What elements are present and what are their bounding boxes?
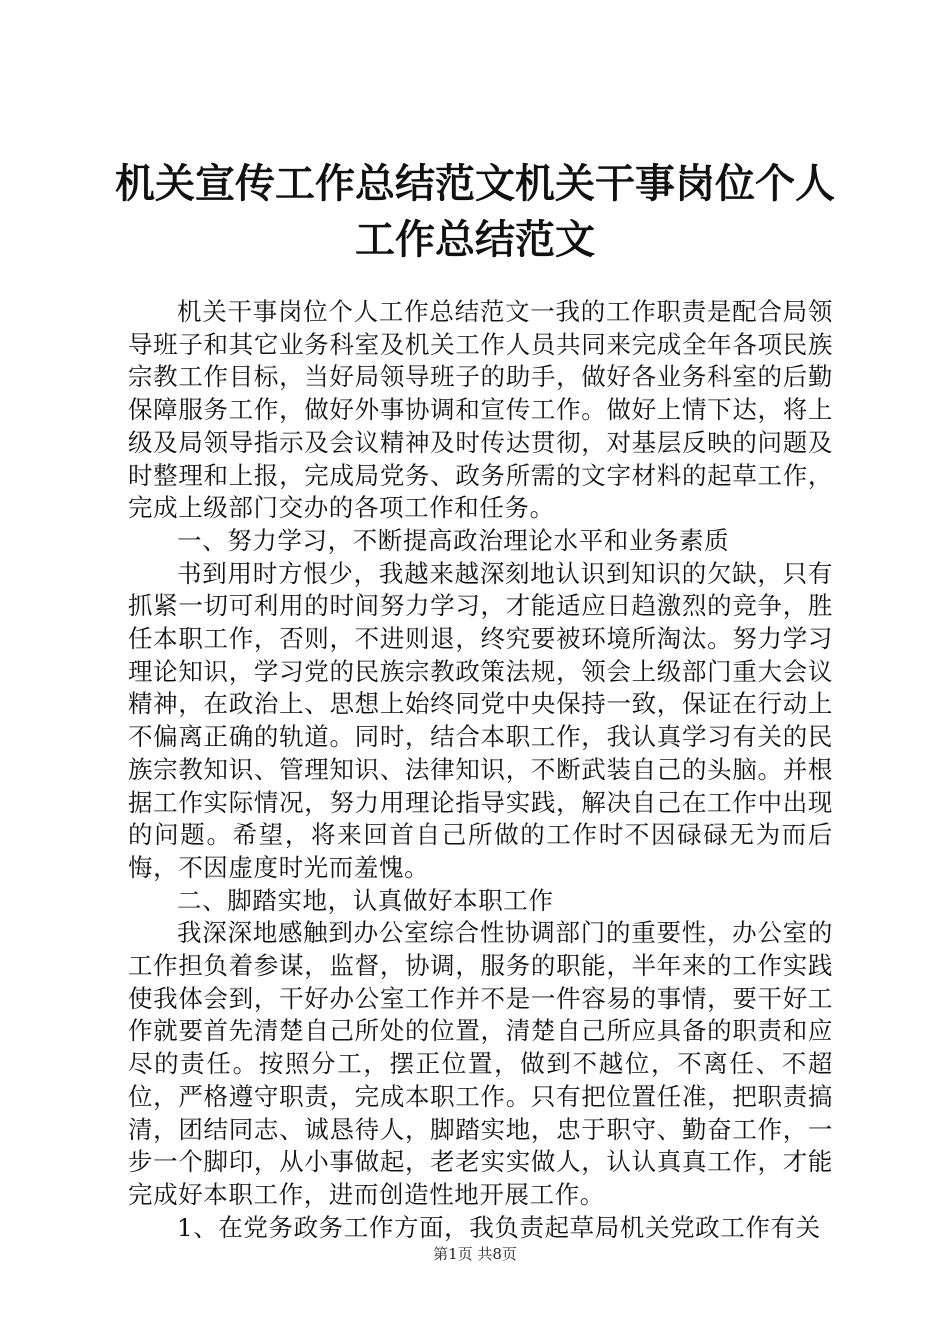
body-paragraph: 我深深地感触到办公室综合性协调部门的重要性，办公室的工作担负着参谋，监督，协调，服务的职能，半年来的工作实践使我体会到，干好办公室工作并不是一件容易的事情，要干好工作就要首先清楚自己所处的位置，清楚自己所应具备的职责和应尽的责任。按照分工，摆正位置，做到不越位，不离任、不超位，严格遵守职责，完成本职工作。只有把位置任准，把职责搞清，团结同志、诚恳待人，脚踏实地，忠于职守、勤奋工作，一步一个脚印，从小事做起，老老实实做人，认认真真工作，才能完成好本职工作，进而创造性地开展工作。 (128, 918, 833, 1209)
section-heading: 一、努力学习，不断提高政治理论水平和业务素质 (177, 525, 730, 555)
section-heading: 二、脚踏实地，认真做好本职工作 (177, 885, 554, 915)
page-footer: 第1页 共8页 (433, 1245, 517, 1263)
document-title: 机关宣传工作总结范文机关干事岗位个人工作总结范文 (115, 161, 835, 263)
document-body (128, 296, 833, 1244)
body-paragraph: 书到用时方恨少，我越来越深刻地认识到知识的欠缺，只有抓紧一切可利用的时间努力学习，才能适应日趋激烈的竞争，胜任本职工作，否则，不进则退，终究要被环境所淘汰。努力学习理论知识，学习党的民族宗教政策法规，领会上级部门重大会议精神，在政治上、思想上始终同党中央保持一致，保证在行动上不偏离正确的轨道。同时，结合本职工作，我认真学习有关的民族宗教知识、管理知识、法律知识，不断武装自己的头脑。并根据工作实际情况，努力用理论指导实践，解决自己在工作中出现的问题。希望，将来回首自己所做的工作时不因碌碌无为而后悔，不因虚度时光而羞愧。 (128, 558, 833, 882)
body-paragraph: 机关干事岗位个人工作总结范文一我的工作职责是配合局领导班子和其它业务科室及机关工作人员共同来完成全年各项民族宗教工作目标，当好局领导班子的助手，做好各业务科室的后勤保障服务工作，做好外事协调和宣传工作。做好上情下达，将上级及局领导指示及会议精神及时传达贯彻，对基层反映的问题及时整理和上报，完成局党务、政务所需的文字材料的起草工作，完成上级部门交办的各项工作和任务。 (128, 297, 833, 523)
body-paragraph: 1、在党务政务工作方面，我负责起草局机关党政工作有关 (177, 1212, 821, 1242)
